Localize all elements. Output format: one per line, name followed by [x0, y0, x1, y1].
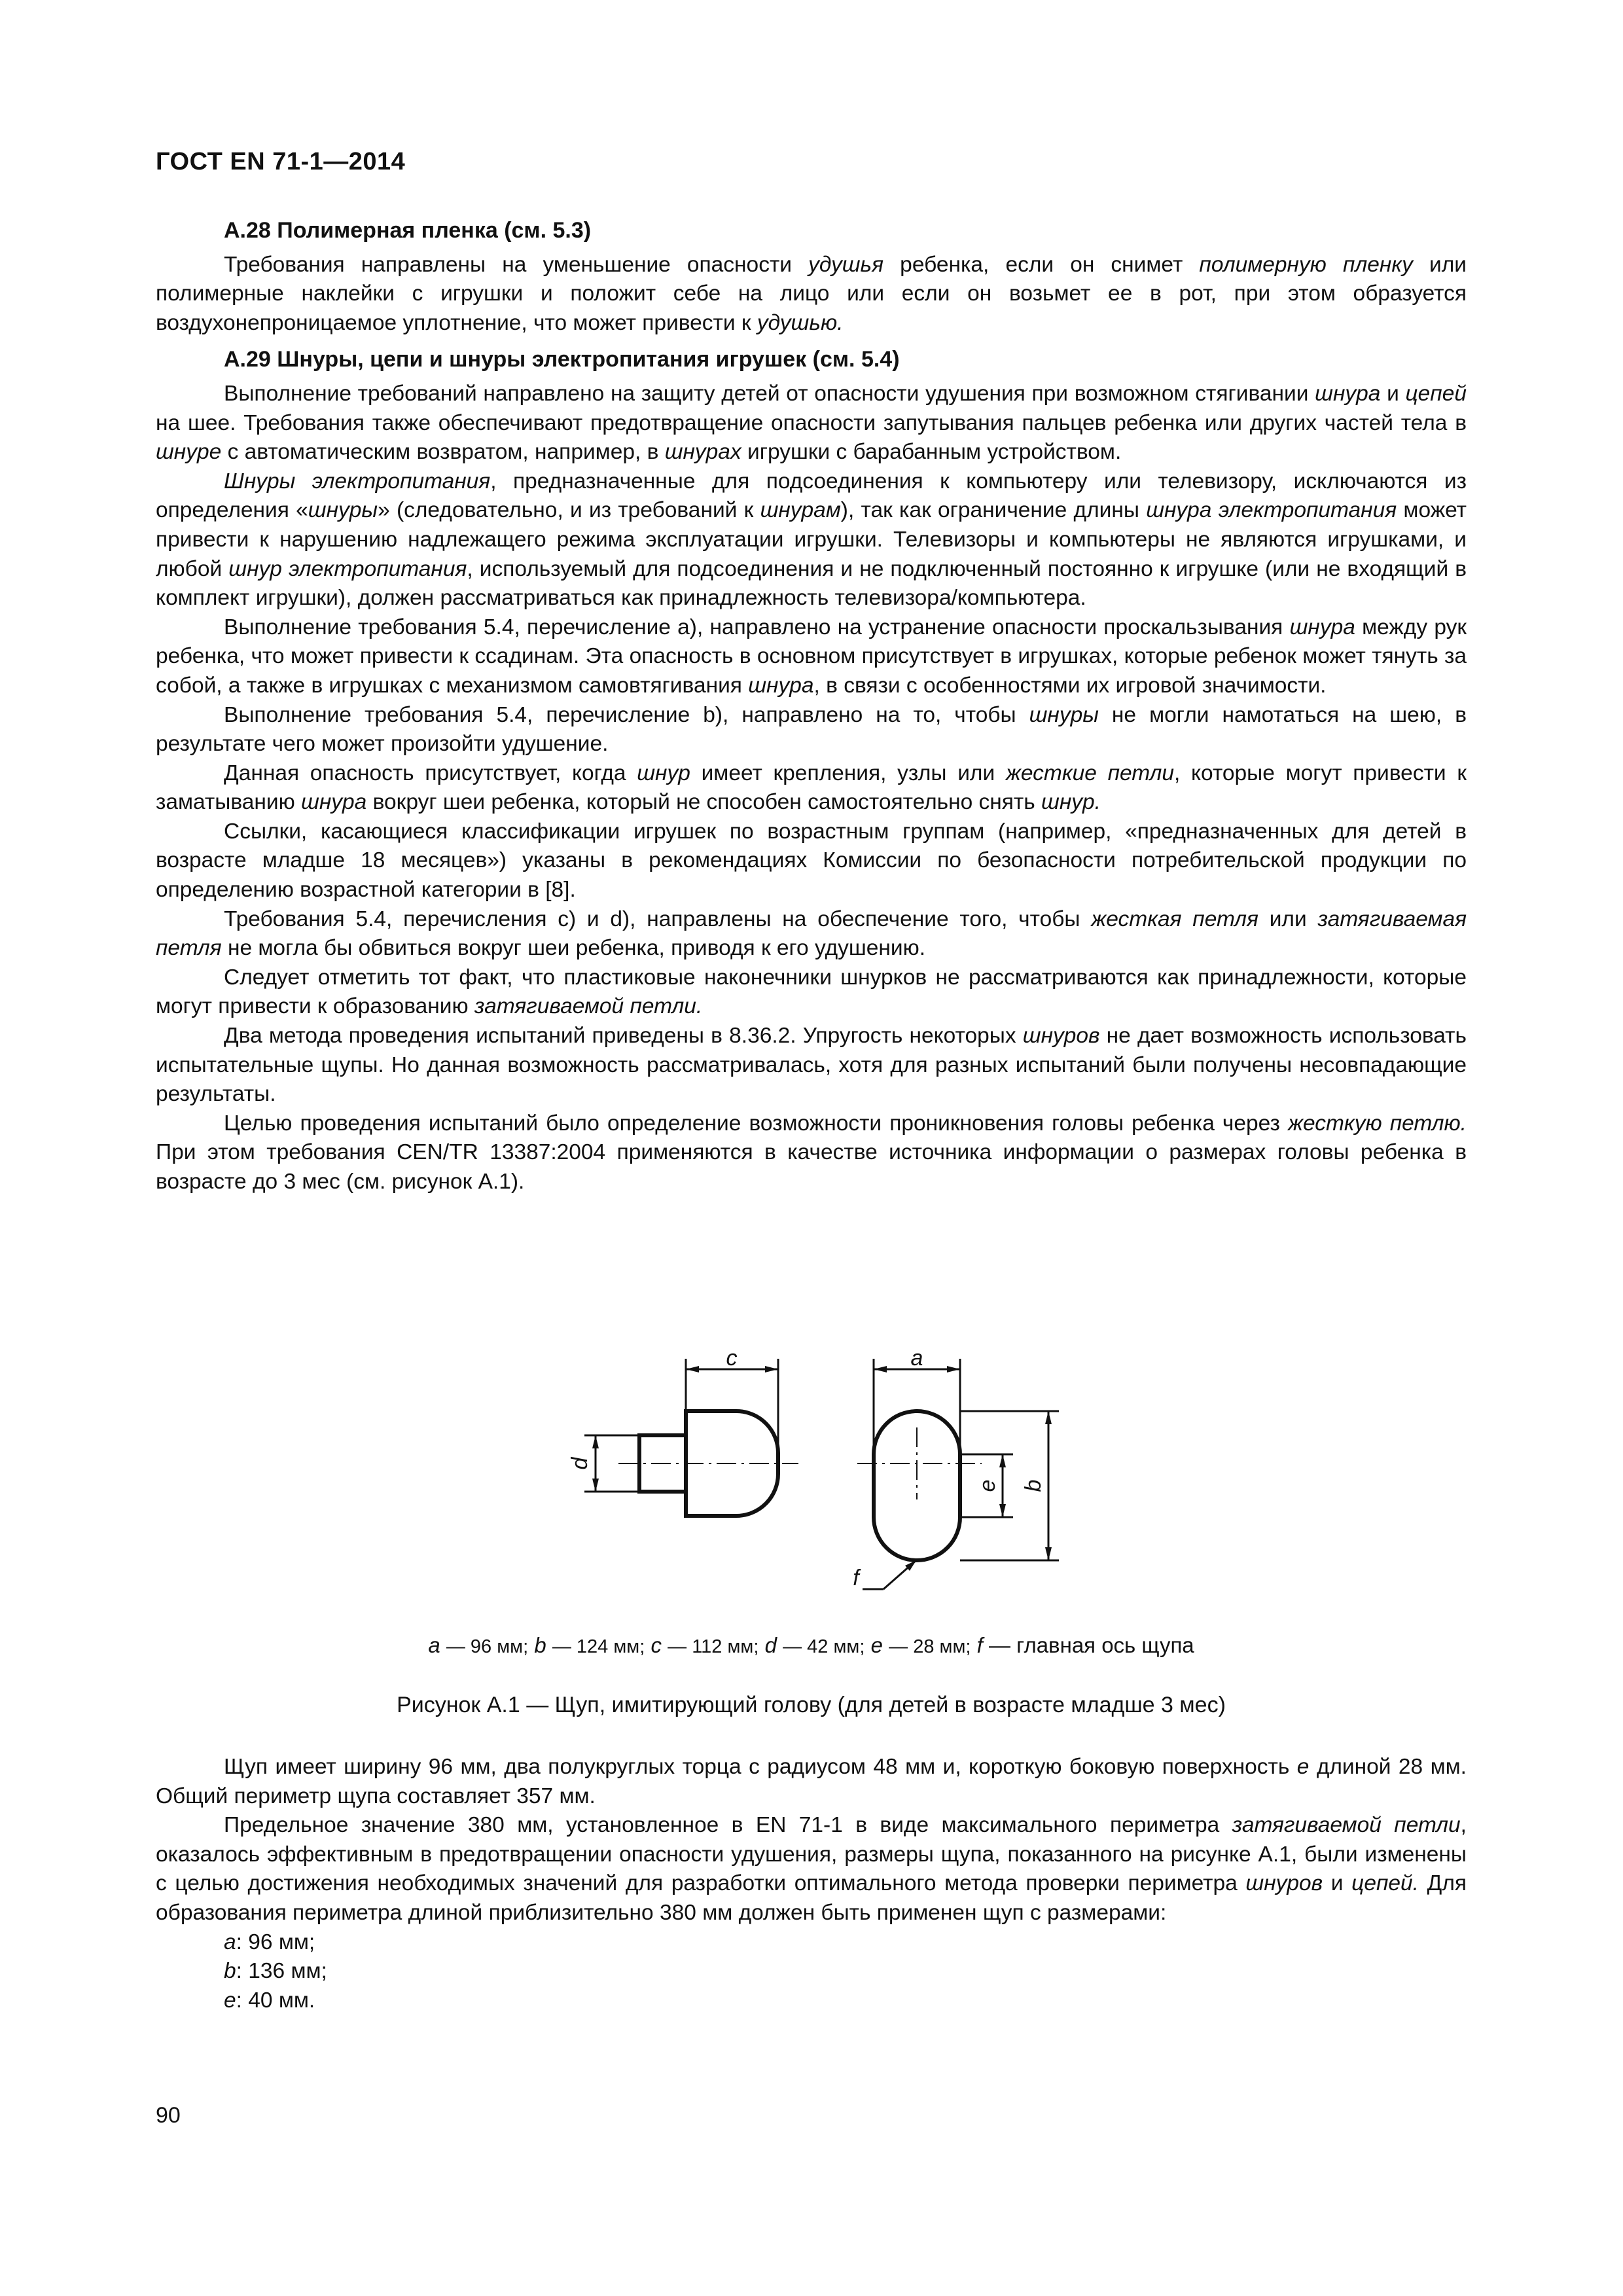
label-f: f	[853, 1566, 859, 1590]
text-run: , которые могут привести к заматыванию	[156, 761, 1467, 815]
text-run: Выполнение требований направлено на защиту детей от опасности удушения при возможном стягивании	[224, 381, 1315, 406]
paragraph	[156, 1109, 1467, 1197]
italic-term: шнура	[301, 790, 367, 815]
text-run: длиной 28 мм. Общий периметр щупа составляет 357 мм.	[156, 1755, 1467, 1808]
legend-key: b	[534, 1633, 546, 1657]
dimension-value: : 136 мм;	[236, 1959, 327, 1984]
text-run: или	[1258, 906, 1318, 931]
text-run: Выполнение требования 5.4, перечисление a), направлено на устранение опасности проскальзывания	[224, 615, 1290, 639]
italic-term: Шнуры электропитания	[224, 469, 491, 493]
legend-key: d	[764, 1633, 777, 1657]
paragraph	[156, 613, 1467, 701]
italic-term: удушью.	[757, 310, 844, 335]
text-run: между рук ребенка, что может привести к ссадинам. Эта опасность в основном присутствует в игрушках, которые ребенок может тянуть за собой, а также в игрушках с механизмом самовтягивания	[156, 615, 1467, 698]
italic-term: шнура	[1315, 381, 1381, 406]
page-number: 90	[156, 2103, 181, 2128]
text-run: При этом требования CEN/TR 13387:2004 применяются в качестве источника информации о размерах головы ребенка в возрасте до 3 мес (см. рисунок А.1).	[156, 1140, 1467, 1194]
label-a: a	[910, 1346, 923, 1371]
text-run: , предназначенные для подсоединения к компьютеру или телевизору, исключаются из определения «	[156, 469, 1467, 523]
text-run: Ссылки, касающиеся классификации игрушек по возрастным группам (например, «предназначенных для детей в возрасте младше 18 месяцев») указаны в рекомендациях Комиссии по безопасности потребительской продукции по определению возрастной категории в [8].	[156, 819, 1467, 903]
italic-term: шнурам	[760, 498, 841, 523]
dimension-item	[224, 1957, 1467, 1986]
legend-value: — 42 мм;	[783, 1636, 865, 1657]
legend-value: — 96 мм;	[446, 1636, 529, 1657]
probe-drawing	[550, 1339, 1073, 1614]
text-run: » (следовательно, и из требований к	[378, 498, 760, 523]
italic-term: шнуре	[156, 440, 222, 465]
dimension-list	[156, 1928, 1467, 2016]
text-run: вокруг шеи ребенка, который не способен самостоятельно снять	[366, 790, 1042, 815]
text-run: имеет крепления, узлы или	[690, 761, 1006, 785]
legend-value: — 112 мм;	[668, 1636, 759, 1657]
section-heading: А.29 Шнуры, цепи и шнуры электропитания игрушек (см. 5.4)	[224, 347, 900, 372]
text-run: на шее. Требования также обеспечивают предотвращение опасности запутывания пальцев ребенка или других частей тела в	[156, 410, 1467, 435]
text-run: не могла бы обвиться вокруг шеи ребенка, приводя к его удушению.	[221, 936, 926, 961]
paragraph	[156, 963, 1467, 1022]
italic-term: шнура электропитания	[1146, 498, 1397, 523]
text-run: ребенка, если он снимет	[883, 252, 1200, 277]
text-run: может привести к нарушению надлежащего режима эксплуатации игрушки. Телевизоры и компьютеры не являются игрушками, и любой	[156, 498, 1467, 581]
text-run: и	[1323, 1871, 1352, 1896]
text-run: Следует отметить тот факт, что пластиковые наконечники шнурков не рассматриваются как принадлежности, которые могут привести к образованию	[156, 965, 1467, 1019]
paragraph	[156, 905, 1467, 963]
label-d: d	[567, 1457, 592, 1470]
italic-term: шнуры	[1029, 702, 1099, 727]
italic-term: затягиваемой петли	[1232, 1813, 1461, 1838]
italic-term: e	[1296, 1755, 1310, 1779]
italic-term: цепей.	[1351, 1871, 1419, 1896]
text-run: Предельное значение 380 мм, установленное в EN 71-1 в виде максимального периметра	[224, 1813, 1232, 1838]
dimension-item	[224, 1928, 1467, 1958]
label-c: c	[726, 1346, 738, 1371]
italic-term: шнуров	[1022, 1024, 1100, 1049]
document-id: ГОСТ EN 71-1—2014	[156, 148, 406, 175]
paragraph	[156, 1022, 1467, 1109]
main-text	[156, 216, 1467, 1197]
label-b: b	[1021, 1479, 1046, 1492]
paragraph	[156, 251, 1467, 338]
paragraph	[156, 380, 1467, 467]
text-run: Щуп имеет ширину 96 мм, два полукруглых торца с радиусом 48 мм и, короткую боковую поверхность	[224, 1755, 1297, 1779]
legend-value: — 124 мм;	[552, 1636, 645, 1657]
text-run: Данная опасность присутствует, когда	[224, 761, 637, 785]
italic-term: жесткая петля	[1091, 906, 1258, 931]
text-run: Требования направлены на уменьшение опасности	[224, 252, 809, 277]
paragraph	[156, 467, 1467, 613]
dimension-key: a	[224, 1929, 236, 1954]
text-run: или полимерные наклейки с игрушки и положит себе на лицо или если он возьмет ее в рот, при этом образуется воздухонепроницаемое уплотнение, что может привести к	[156, 252, 1467, 335]
dimension-value: : 40 мм.	[236, 1988, 315, 2013]
dimension-key: b	[224, 1959, 236, 1984]
text-run: ), так как ограничение длины	[840, 498, 1147, 523]
italic-term: удушья	[808, 252, 884, 277]
text-run: Целью проведения испытаний было определение возможности проникновения головы ребенка через	[224, 1111, 1288, 1136]
dimension-item	[224, 1986, 1467, 2016]
figure-a1	[550, 1339, 1073, 1614]
dimension-value: : 96 мм;	[236, 1929, 315, 1954]
italic-term: полимерную пленку	[1199, 252, 1413, 277]
label-e: e	[975, 1479, 1000, 1492]
text-run: с автоматическим возвратом, например, в	[221, 440, 665, 465]
dimension-key: e	[224, 1988, 236, 2013]
text-run: не могли намотаться на шею, в результате чего может произойти удушение.	[156, 702, 1467, 757]
italic-term: шнуров	[1245, 1871, 1323, 1896]
italic-term: жесткие петли	[1005, 761, 1175, 785]
italic-term: цепей	[1405, 381, 1467, 406]
text-run: Два метода проведения испытаний приведены в 8.36.2. Упругость некоторых	[224, 1024, 1023, 1049]
italic-term: шнур.	[1041, 790, 1101, 815]
text-run: , используемый для подсоединения и не подключенный постоянно к игрушке (или не входящий в комплект игрушки), должен рассматриваться как принадлежность телевизора/компьютера.	[156, 556, 1467, 611]
italic-term: шнурах	[664, 440, 741, 465]
paragraph	[156, 701, 1467, 759]
figure-caption: Рисунок А.1 — Щуп, имитирующий голову (для детей в возрасте младше 3 мес)	[397, 1693, 1226, 1717]
after-figure-text	[156, 1753, 1467, 2015]
text-run: игрушки с барабанным устройством.	[741, 440, 1122, 465]
text-run: и	[1380, 381, 1406, 406]
italic-term: шнура	[748, 673, 814, 698]
legend-key: a	[428, 1633, 440, 1657]
legend-key: f	[976, 1633, 983, 1657]
paragraph	[156, 759, 1467, 817]
text-run: , оказалось эффективным в предотвращении опасности удушения, размеры щупа, показанного на рисунке А.1, были изменены с целью достижения необходимых значений для разработки оптимального метода проверки периметра	[156, 1813, 1467, 1896]
text-run: не дает возможность использовать испытательные щупы. Но данная возможность рассматривалась, хотя для разных испытаний были получены несовпадающие результаты.	[156, 1024, 1467, 1107]
legend-key: c	[651, 1633, 662, 1657]
legend-value: — главная ось щупа	[988, 1633, 1194, 1657]
text-run: Выполнение требования 5.4, перечисление b), направлено на то, чтобы	[224, 702, 1029, 727]
italic-term: шнуры	[308, 498, 378, 523]
text-run: , в связи с особенностями их игровой значимости.	[813, 673, 1327, 698]
italic-term: затягиваемой петли.	[474, 994, 703, 1019]
text-run: Для образования периметра длиной приблизительно 380 мм должен быть применен щуп с размерами:	[156, 1871, 1467, 1925]
figure-legend	[156, 1631, 1467, 1661]
italic-term: шнур электропитания	[228, 556, 467, 581]
section-heading: А.28 Полимерная пленка (см. 5.3)	[224, 218, 592, 243]
text-run: Требования 5.4, перечисления c) и d), направлены на обеспечение того, чтобы	[224, 906, 1092, 931]
italic-term: шнура	[1289, 615, 1355, 639]
legend-key: e	[870, 1633, 883, 1657]
paragraph	[156, 1753, 1467, 1811]
paragraph	[156, 817, 1467, 905]
italic-term: жесткую петлю.	[1287, 1111, 1467, 1136]
italic-term: шнур	[637, 761, 690, 785]
italic-term: затягиваемая петля	[156, 906, 1467, 961]
legend-value: — 28 мм;	[889, 1636, 971, 1657]
paragraph	[156, 1811, 1467, 1928]
